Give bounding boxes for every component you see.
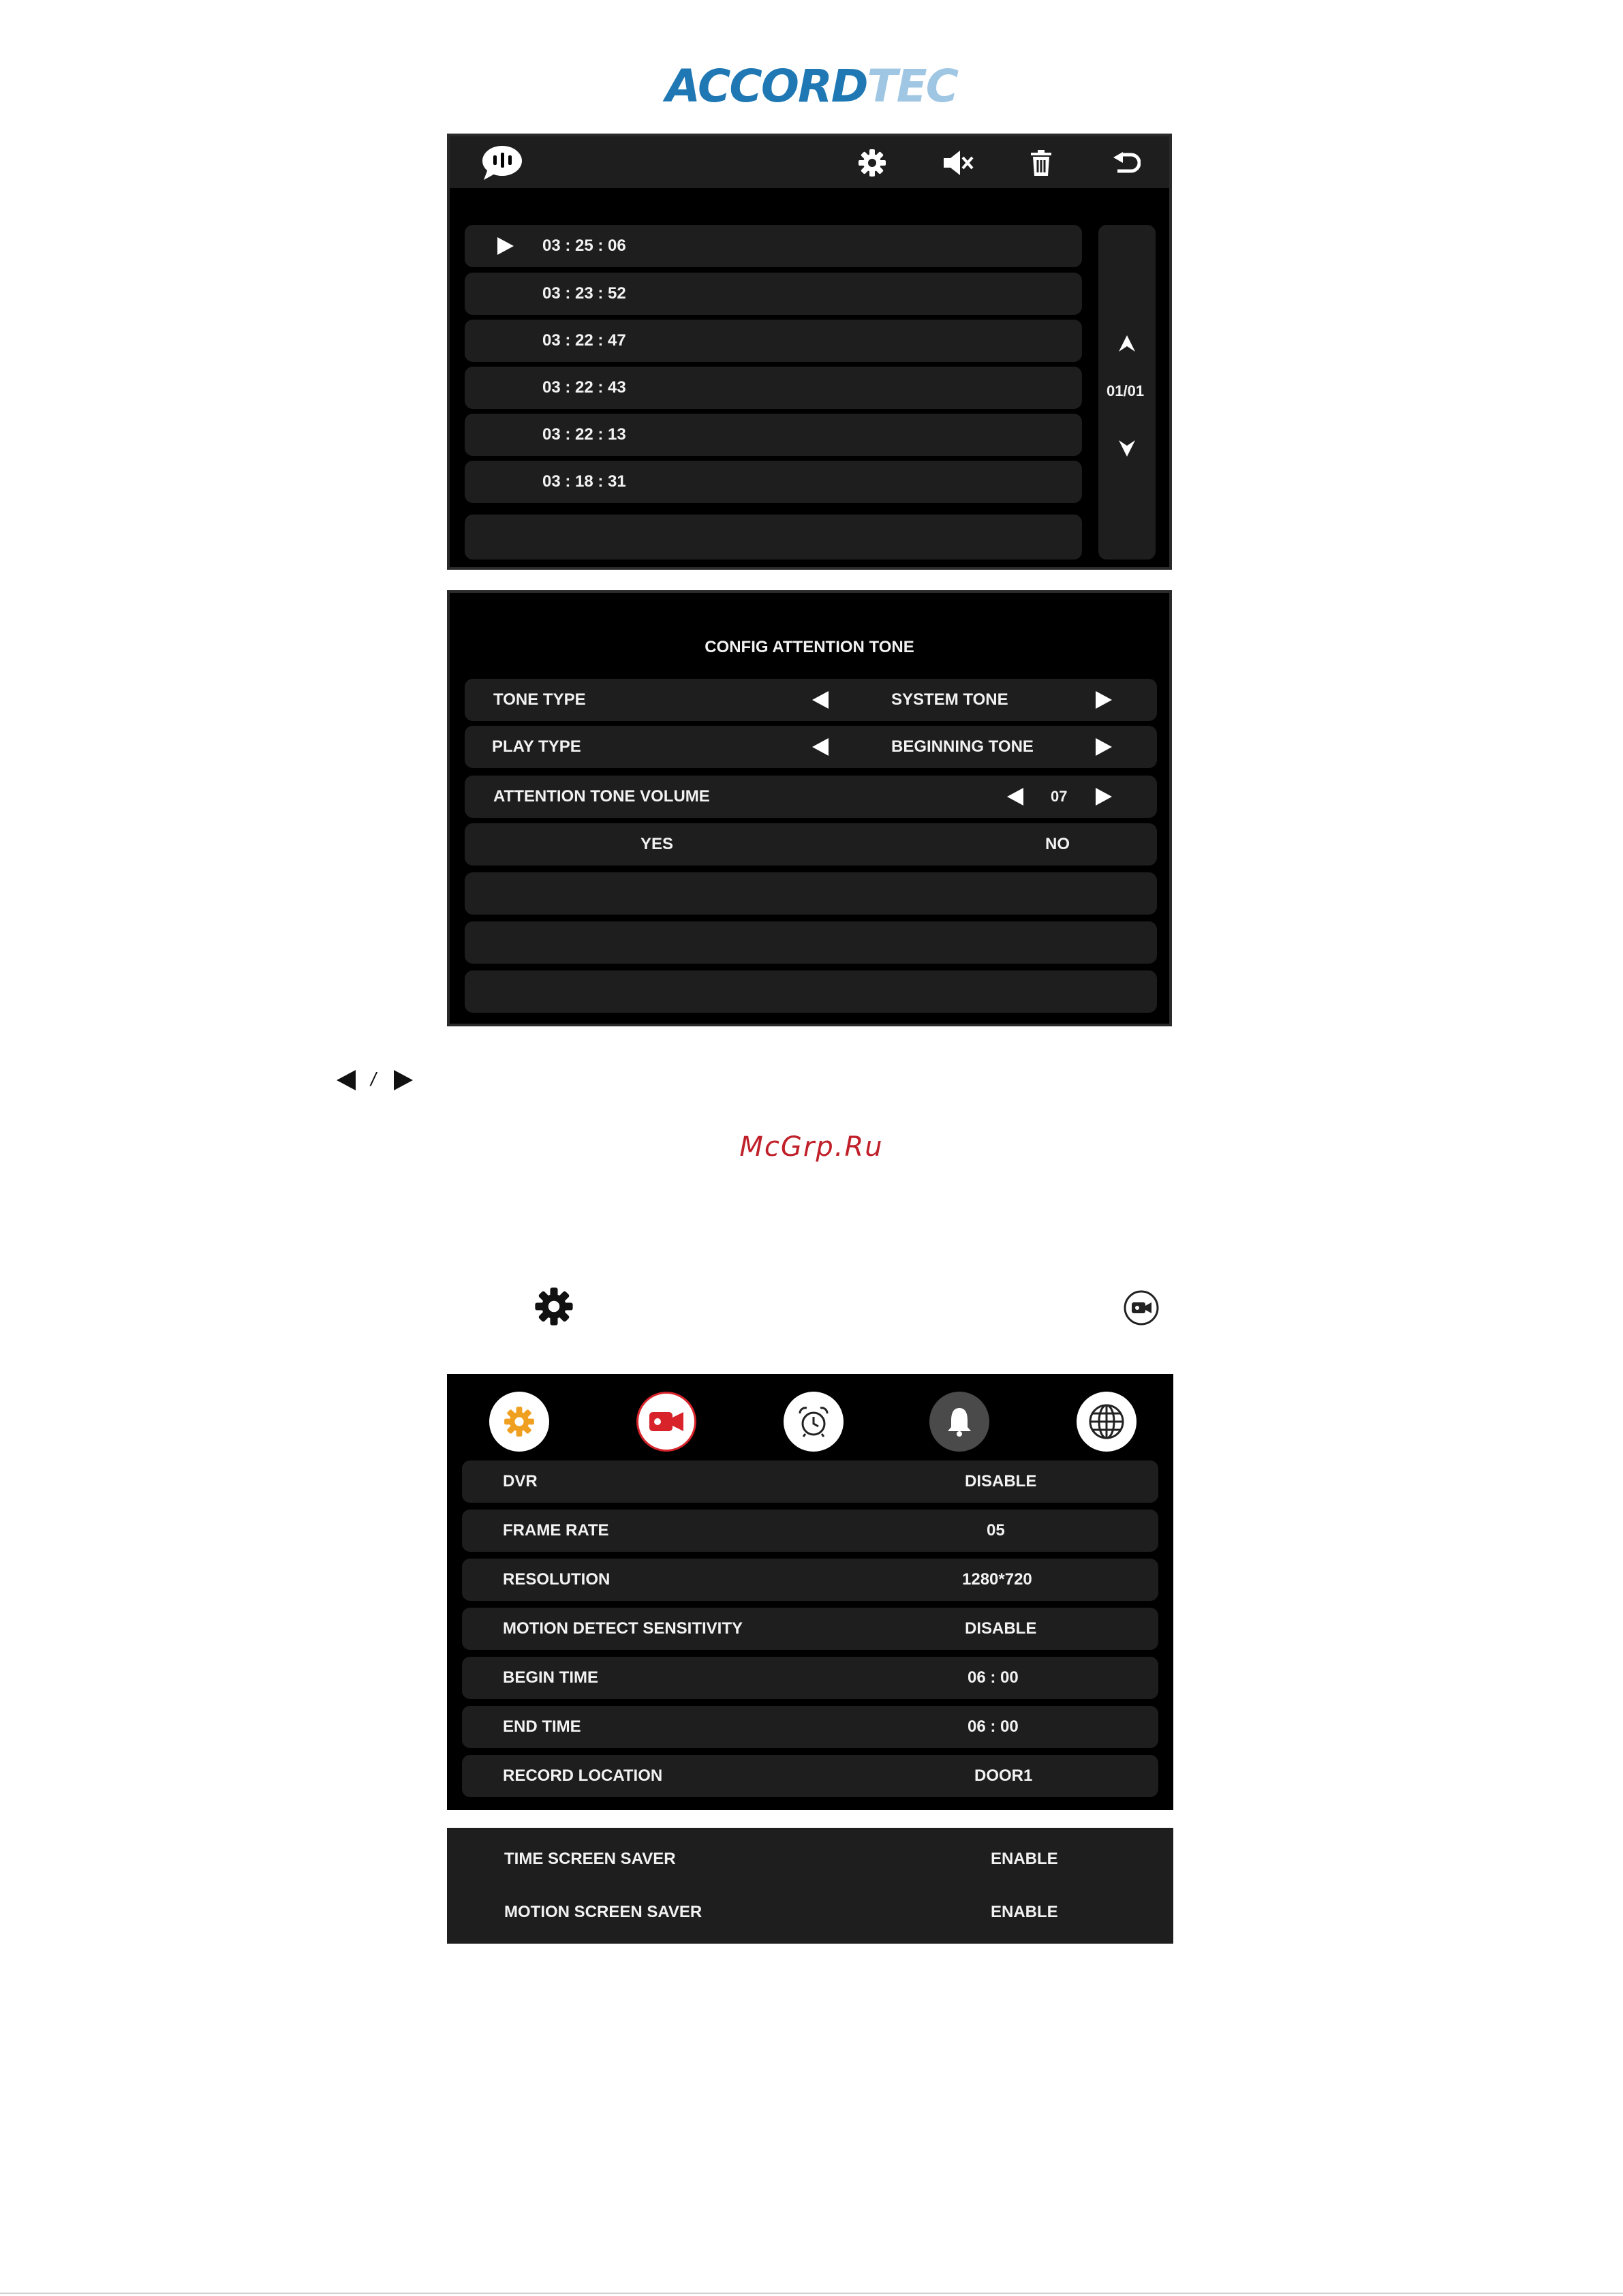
playback-toolbar: [450, 136, 1169, 188]
record-location-value: DOOR1: [974, 1766, 1033, 1785]
tone-type-row[interactable]: [465, 679, 1157, 721]
recording-time: 03 : 22 : 13: [542, 425, 626, 444]
page-up-icon[interactable]: [1117, 334, 1137, 358]
recording-row[interactable]: [465, 461, 1082, 503]
motion-sensitivity-value: DISABLE: [965, 1619, 1037, 1638]
nav-hint: [335, 1067, 417, 1092]
tab-globe[interactable]: [1077, 1392, 1137, 1452]
recording-row[interactable]: [465, 320, 1082, 362]
volume-row[interactable]: [465, 776, 1157, 818]
page-bottom-line: [0, 2293, 1623, 2294]
mute-icon[interactable]: [942, 147, 974, 179]
logo-part-2: RD: [797, 60, 867, 112]
begin-time-row[interactable]: [462, 1657, 1158, 1699]
accordtec-logo: [0, 60, 1623, 112]
yes-button[interactable]: YES: [640, 835, 674, 853]
recording-time: 03 : 23 : 52: [542, 284, 626, 303]
recording-row-empty: [465, 515, 1082, 560]
frame-rate-value: 05: [987, 1521, 1005, 1540]
end-time-value: 06 : 00: [968, 1717, 1019, 1736]
recording-row[interactable]: [465, 225, 1082, 267]
page-indicator: 01/01: [1107, 382, 1145, 399]
motion-sensitivity-row[interactable]: [462, 1608, 1158, 1650]
time-screen-saver-label: TIME SCREEN SAVER: [504, 1850, 676, 1868]
no-button[interactable]: NO: [1045, 835, 1070, 853]
settings-gear-icon[interactable]: [856, 147, 888, 179]
play-type-label: PLAY TYPE: [492, 737, 581, 756]
recording-row[interactable]: [465, 273, 1082, 315]
playback-screen: [447, 134, 1172, 570]
play-type-prev-icon[interactable]: [812, 738, 829, 756]
right-arrow-icon: [394, 1070, 413, 1090]
empty-row: [465, 872, 1157, 915]
chat-icon[interactable]: [481, 144, 523, 181]
motion-sensitivity-label: MOTION DETECT SENSITIVITY: [503, 1619, 743, 1638]
volume-label: ATTENTION TONE VOLUME: [493, 787, 710, 806]
recording-time: 03 : 18 : 31: [542, 472, 626, 491]
begin-time-value: 06 : 00: [968, 1668, 1019, 1687]
logo-part-3: TEC: [867, 60, 958, 112]
empty-row: [465, 921, 1157, 964]
recording-time: 03 : 25 : 06: [542, 236, 626, 255]
trash-icon[interactable]: [1027, 147, 1055, 179]
logo-part-1: ACC: [665, 60, 761, 112]
tone-type-prev-icon[interactable]: [812, 691, 829, 709]
recording-row[interactable]: [465, 414, 1082, 456]
resolution-value: 1280*720: [962, 1570, 1032, 1589]
volume-decrease-icon[interactable]: [1007, 788, 1023, 806]
tab-alarm-clock[interactable]: [784, 1392, 844, 1452]
logo-mark: O: [760, 60, 798, 112]
tone-config-screen: [447, 590, 1172, 1026]
volume-increase-icon[interactable]: [1096, 788, 1112, 806]
play-type-value: BEGINNING TONE: [891, 737, 1034, 756]
begin-time-label: BEGIN TIME: [503, 1668, 599, 1687]
record-location-label: RECORD LOCATION: [503, 1766, 663, 1785]
play-type-row[interactable]: [465, 726, 1157, 768]
confirm-row: [465, 823, 1157, 866]
tone-type-next-icon[interactable]: [1096, 691, 1112, 709]
recording-row[interactable]: [465, 367, 1082, 409]
settings-gear-icon: [534, 1287, 574, 1326]
screen-saver-panel: [447, 1828, 1173, 1944]
record-location-row[interactable]: [462, 1755, 1158, 1797]
back-icon[interactable]: [1111, 147, 1142, 179]
recording-time: 03 : 22 : 43: [542, 378, 626, 397]
resolution-label: RESOLUTION: [503, 1570, 610, 1589]
tone-type-value: SYSTEM TONE: [891, 690, 1008, 709]
end-time-label: END TIME: [503, 1717, 581, 1736]
motion-screen-saver-value: ENABLE: [991, 1903, 1058, 1921]
tab-general-gear[interactable]: [489, 1392, 549, 1452]
frame-rate-label: FRAME RATE: [503, 1521, 609, 1540]
watermark: McGrp.Ru: [739, 1131, 884, 1163]
tab-bell[interactable]: [929, 1392, 989, 1452]
left-arrow-icon: [337, 1070, 356, 1090]
recording-time: 03 : 22 : 47: [542, 331, 626, 350]
volume-value: 07: [1051, 788, 1068, 805]
time-screen-saver-value: ENABLE: [991, 1850, 1058, 1868]
tone-type-label: TONE TYPE: [493, 690, 586, 709]
motion-screen-saver-label: MOTION SCREEN SAVER: [504, 1903, 702, 1921]
page-down-icon[interactable]: [1117, 439, 1137, 463]
tone-config-title: CONFIG ATTENTION TONE: [705, 638, 914, 656]
time-screen-saver-row[interactable]: [447, 1836, 1173, 1882]
dvr-value: DISABLE: [965, 1472, 1037, 1490]
end-time-row[interactable]: [462, 1706, 1158, 1748]
tab-camera[interactable]: [636, 1392, 696, 1452]
dvr-label: DVR: [503, 1472, 538, 1490]
dvr-settings-screen: [447, 1374, 1173, 1810]
play-icon[interactable]: [497, 237, 514, 255]
nav-hint-separator: /: [371, 1069, 376, 1090]
empty-row: [465, 970, 1157, 1013]
dvr-row[interactable]: [462, 1460, 1158, 1503]
camera-record-icon: [1123, 1289, 1160, 1326]
frame-rate-row[interactable]: [462, 1510, 1158, 1552]
play-type-next-icon[interactable]: [1096, 738, 1112, 756]
motion-screen-saver-row[interactable]: [447, 1889, 1173, 1935]
page-scroller: [1098, 225, 1156, 560]
resolution-row[interactable]: [462, 1559, 1158, 1601]
